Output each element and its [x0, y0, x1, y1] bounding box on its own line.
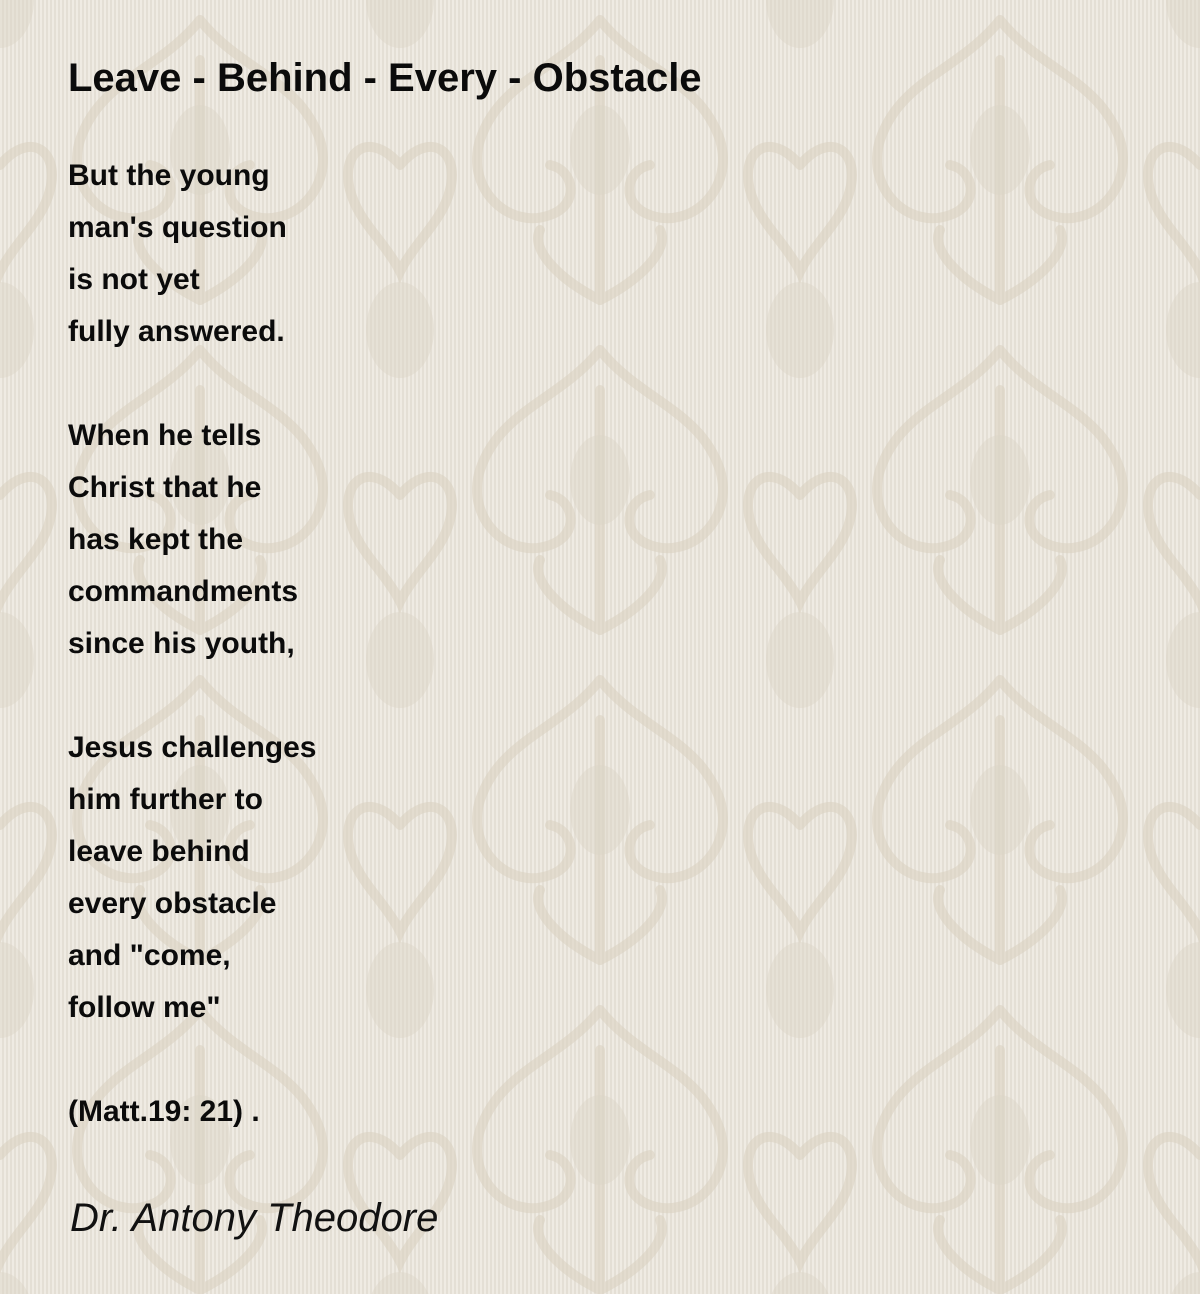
poem-line: every obstacle [68, 887, 277, 920]
poem-line: When he tells [68, 419, 262, 452]
poem-line: follow me" [68, 991, 221, 1024]
poem-line: is not yet [68, 263, 200, 296]
poem-line: and "come, [68, 939, 231, 972]
poem-line: But the young [68, 159, 270, 192]
poem-line: man's question [68, 211, 287, 244]
poem-line: fully answered. [68, 315, 285, 348]
poem-author: Dr. Antony Theodore [70, 1196, 439, 1240]
scripture-reference: (Matt.19: 21) . [68, 1095, 260, 1128]
stanza [68, 722, 768, 1034]
poem-body [68, 150, 768, 1190]
stanza [68, 150, 768, 358]
poem-line: commandments [68, 575, 299, 608]
poem-title: Leave - Behind - Every - Obstacle [68, 56, 702, 100]
poem-line: Jesus challenges [68, 731, 317, 764]
poem-line: him further to [68, 783, 263, 816]
poem-line: Christ that he [68, 471, 262, 504]
stanza [68, 410, 768, 670]
poem-line: since his youth, [68, 627, 295, 660]
poem-line: leave behind [68, 835, 250, 868]
poem-line: has kept the [68, 523, 244, 556]
stanza-reference [68, 1086, 768, 1138]
